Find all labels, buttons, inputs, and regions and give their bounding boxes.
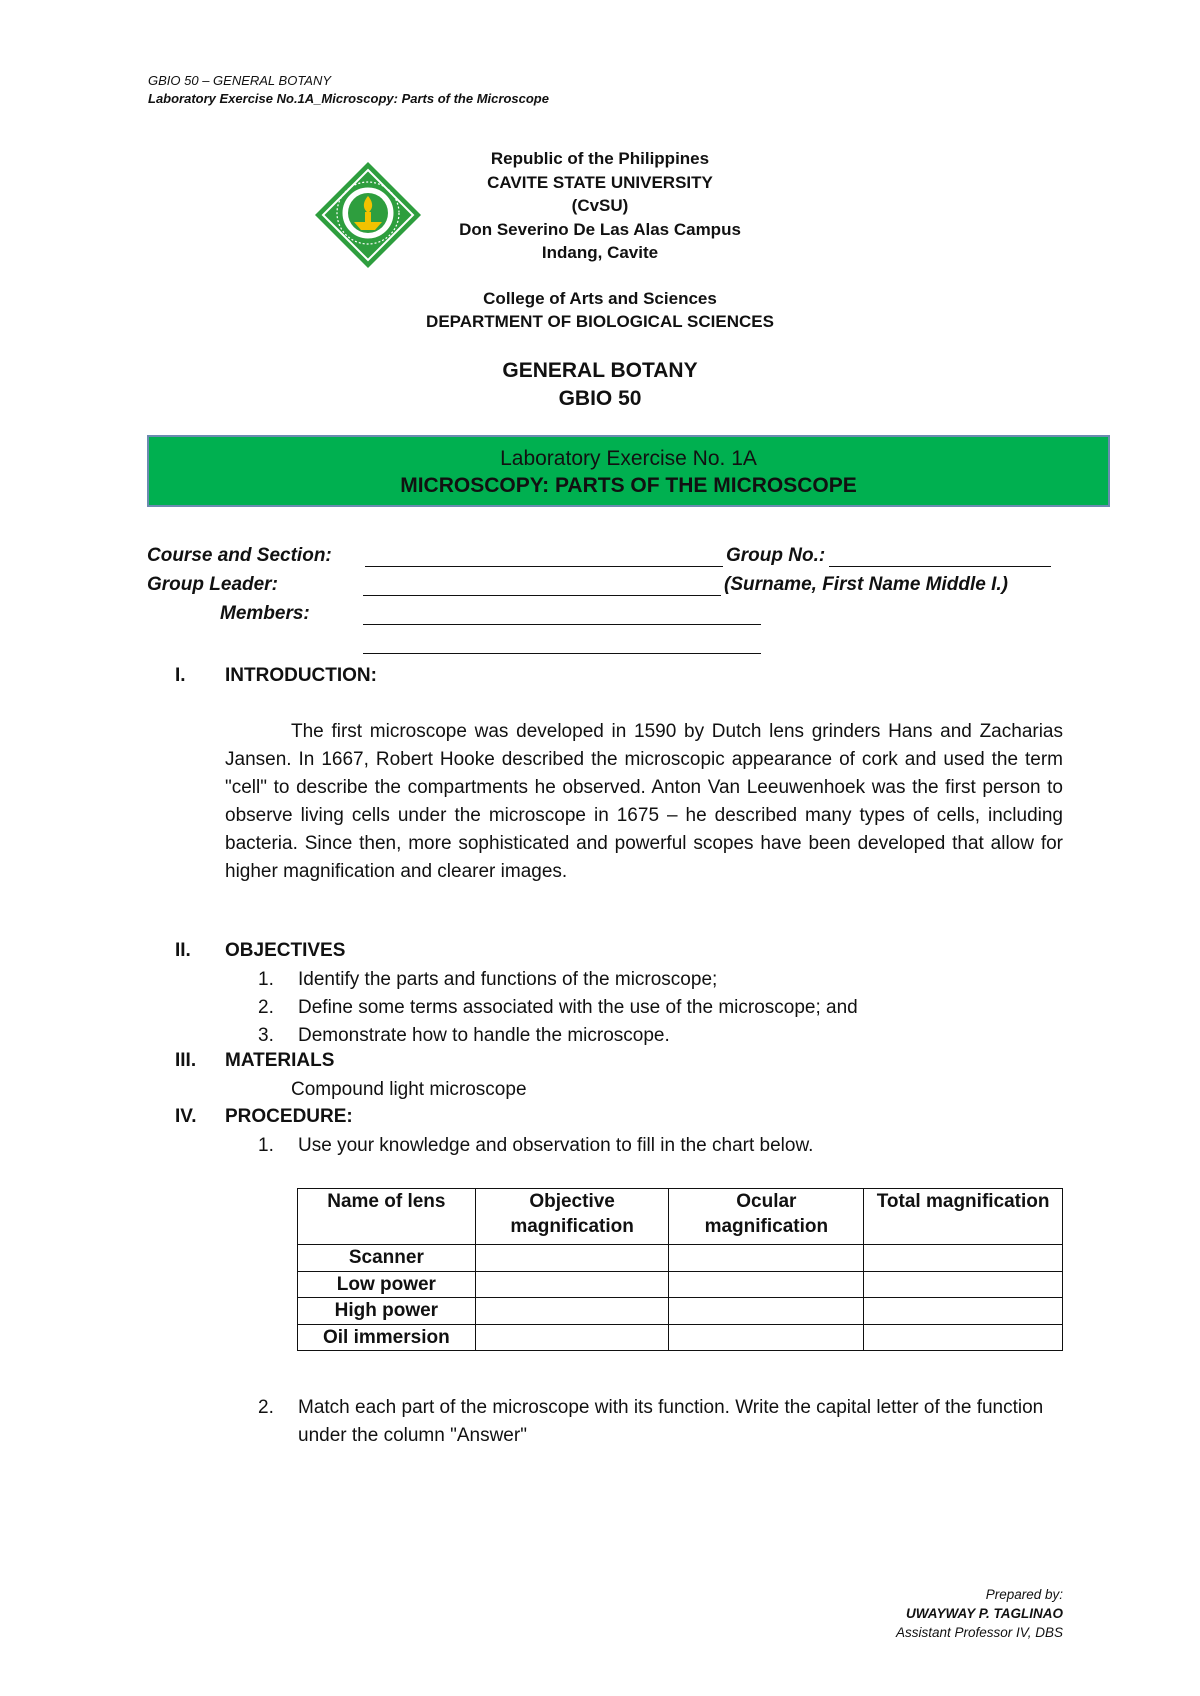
lens-name: Oil immersion	[298, 1324, 476, 1351]
materials-text: Compound light microscope	[291, 1079, 527, 1100]
group-no-label: Group No.:	[726, 545, 826, 566]
group-leader-blank[interactable]	[363, 594, 721, 596]
item-text: Demonstrate how to handle the microscope.	[298, 1025, 670, 1046]
total-cell[interactable]	[864, 1324, 1063, 1351]
header-ocular-magnification: Ocular magnification	[669, 1189, 864, 1245]
ocular-cell[interactable]	[669, 1271, 864, 1298]
item-number: 2.	[258, 997, 274, 1018]
lens-name: High power	[298, 1298, 476, 1325]
banner-exercise: Laboratory Exercise No. 1A	[500, 447, 757, 470]
group-leader-label: Group Leader:	[147, 574, 278, 595]
total-cell[interactable]	[864, 1271, 1063, 1298]
list-item	[258, 1022, 858, 1050]
objective-cell[interactable]	[475, 1245, 669, 1272]
objectives-list	[258, 966, 858, 1050]
procedure-step-1	[258, 1132, 813, 1160]
item-number: 3.	[258, 1025, 274, 1046]
list-item	[258, 1132, 813, 1160]
lens-name: Low power	[298, 1271, 476, 1298]
campus-location: Indang, Cavite	[541, 243, 659, 262]
total-cell[interactable]	[864, 1298, 1063, 1325]
members-label: Members:	[220, 603, 310, 624]
group-no-blank[interactable]	[829, 565, 1051, 567]
item-text: Identify the parts and functions of the microscope;	[298, 969, 718, 990]
section-numeral: II.	[175, 940, 191, 961]
exercise-banner	[147, 435, 1110, 507]
section-title: OBJECTIVES	[225, 940, 346, 961]
members-blank-1[interactable]	[363, 623, 761, 625]
section-title: MATERIALS	[225, 1050, 335, 1071]
item-text: Use your knowledge and observation to fill in the chart below.	[298, 1135, 814, 1156]
total-cell[interactable]	[864, 1245, 1063, 1272]
course-section-label: Course and Section:	[147, 545, 332, 566]
item-number: 1.	[258, 1135, 274, 1156]
table-row	[298, 1324, 1063, 1351]
course-name: GENERAL BOTANY	[502, 359, 698, 382]
list-item	[258, 966, 858, 994]
preparer-name: UWAYWAY P. TAGLINAO	[905, 1606, 1063, 1621]
preparer-position: Assistant Professor IV, DBS	[895, 1625, 1063, 1640]
ocular-cell[interactable]	[669, 1324, 864, 1351]
list-item	[258, 994, 858, 1022]
lens-name: Scanner	[298, 1245, 476, 1272]
procedure-step-2	[258, 1394, 1063, 1450]
campus-name: Don Severino De Las Alas Campus	[459, 219, 741, 239]
table-row	[298, 1271, 1063, 1298]
objective-cell[interactable]	[475, 1271, 669, 1298]
exercise-line: Laboratory Exercise No.1A_Microscopy: Parts of the Microscope	[148, 91, 549, 106]
name-format-hint: (Surname, First Name Middle I.)	[724, 574, 1008, 595]
section-numeral: III.	[175, 1050, 197, 1071]
ocular-cell[interactable]	[669, 1298, 864, 1325]
section-title: INTRODUCTION:	[225, 665, 377, 686]
course-code: GBIO 50	[558, 387, 642, 410]
item-number: 1.	[258, 969, 274, 990]
table-row	[298, 1298, 1063, 1325]
introduction-paragraph	[225, 718, 1063, 886]
table-row	[298, 1245, 1063, 1272]
members-blank-2[interactable]	[363, 652, 761, 654]
institution-block	[0, 147, 1200, 334]
course-line: GBIO 50 – GENERAL BOTANY	[148, 73, 332, 88]
course-title	[0, 357, 1200, 413]
item-text: Define some terms associated with the use of the microscope; and	[298, 997, 858, 1018]
university-abbr: (CvSU)	[571, 196, 629, 215]
introduction-text: The first microscope was developed in 1590 by Dutch lens grinders Hans and Zacharias Jansen. In 1667, Robert Hooke described the microscopic appearance of cork and used the term "cell" to describe the compartments he observed. Anton Van Leeuwenhoek was the first person to observe living cells under the microscope in 1675 – he described many types of cells, including bacteria. Since then, more sophisticated and powerful scopes have been developed that allow for higher magnification and clearer images.	[225, 721, 1063, 882]
item-number: 2.	[258, 1397, 274, 1418]
course-section-blank[interactable]	[365, 565, 723, 567]
department-name: DEPARTMENT OF BIOLOGICAL SCIENCES	[426, 312, 774, 331]
table-header-row	[298, 1189, 1063, 1245]
item-text: Match each part of the microscope with its function. Write the capital letter of the function under the column "Answer"	[298, 1397, 1044, 1446]
section-title: PROCEDURE:	[225, 1106, 353, 1127]
objective-cell[interactable]	[475, 1324, 669, 1351]
running-header	[148, 72, 549, 108]
objective-cell[interactable]	[475, 1298, 669, 1325]
university-name: CAVITE STATE UNIVERSITY	[487, 172, 713, 192]
banner-title: MICROSCOPY: PARTS OF THE MICROSCOPE	[400, 474, 857, 497]
prepared-label: Prepared by:	[985, 1587, 1063, 1602]
header-name-of-lens: Name of lens	[298, 1189, 476, 1245]
section-numeral: I.	[175, 665, 186, 686]
college-name: College of Arts and Sciences	[483, 288, 717, 308]
prepared-by-block	[896, 1585, 1063, 1642]
republic-line: Republic of the Philippines	[490, 149, 710, 168]
header-objective-magnification: Objective magnification	[475, 1189, 669, 1245]
header-total-magnification: Total magnification	[864, 1189, 1063, 1245]
magnification-table	[297, 1188, 1063, 1351]
section-numeral: IV.	[175, 1106, 197, 1127]
ocular-cell[interactable]	[669, 1245, 864, 1272]
